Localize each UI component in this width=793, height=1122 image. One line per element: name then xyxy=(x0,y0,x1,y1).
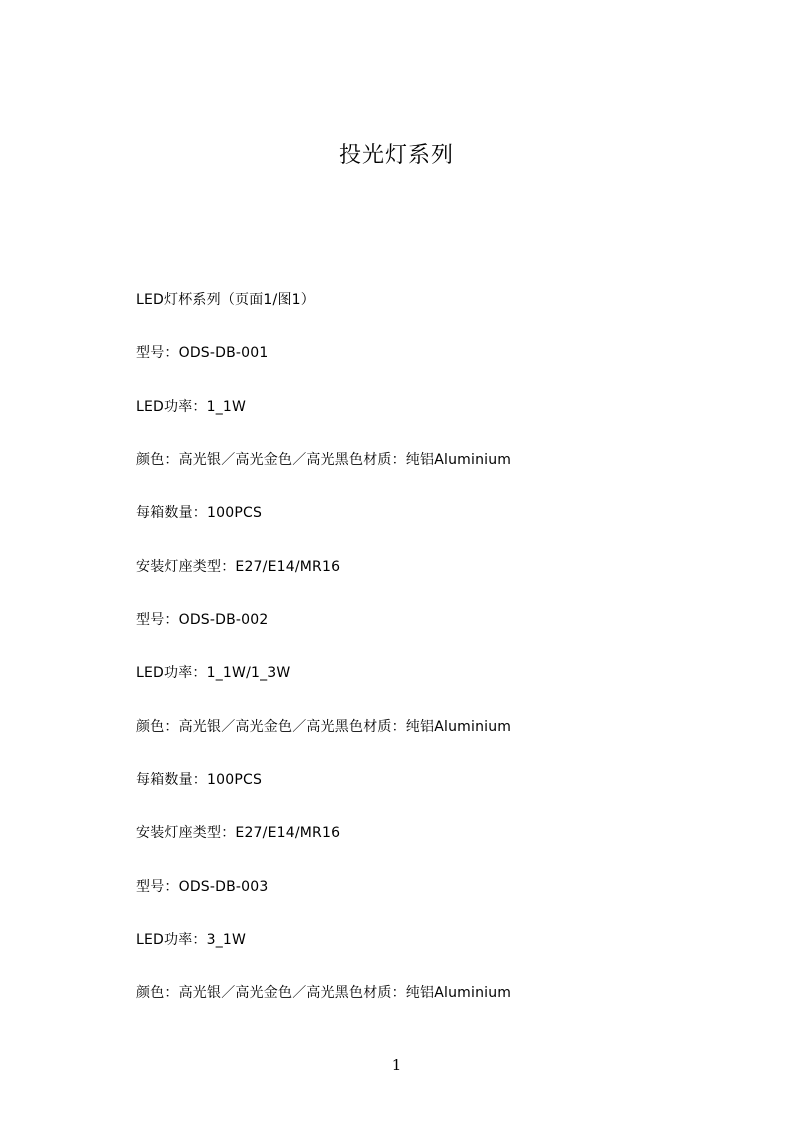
color-material-line: 颜色：高光银／高光金色／高光黑色材质：纯铝Aluminium xyxy=(136,985,512,1002)
power-line: LED功率：3_1W xyxy=(136,932,247,949)
page-title: 投光灯系列 xyxy=(338,143,454,168)
quantity-line: 每箱数量：100PCS xyxy=(136,505,263,522)
socket-type-line: 安装灯座类型：E27/E14/MR16 xyxy=(136,825,341,842)
model-line: 型号：ODS-DB-003 xyxy=(136,878,269,895)
power-line: LED功率：1_1W xyxy=(136,398,247,415)
color-material-line: 颜色：高光银／高光金色／高光黑色材质：纯铝Aluminium xyxy=(136,718,512,735)
model-line: 型号：ODS-DB-002 xyxy=(136,612,269,629)
socket-type-line: 安装灯座类型：E27/E14/MR16 xyxy=(136,558,341,575)
section-heading: LED灯杯系列（页面1/图1） xyxy=(136,292,315,308)
power-line: LED功率：1_1W/1_3W xyxy=(136,665,291,682)
quantity-line: 每箱数量：100PCS xyxy=(136,772,263,789)
spec-list xyxy=(136,290,511,1037)
model-line: 型号：ODS-DB-001 xyxy=(136,345,269,362)
page-number: 1 xyxy=(391,1056,402,1074)
color-material-line: 颜色：高光银／高光金色／高光黑色材质：纯铝Aluminium xyxy=(136,452,512,469)
